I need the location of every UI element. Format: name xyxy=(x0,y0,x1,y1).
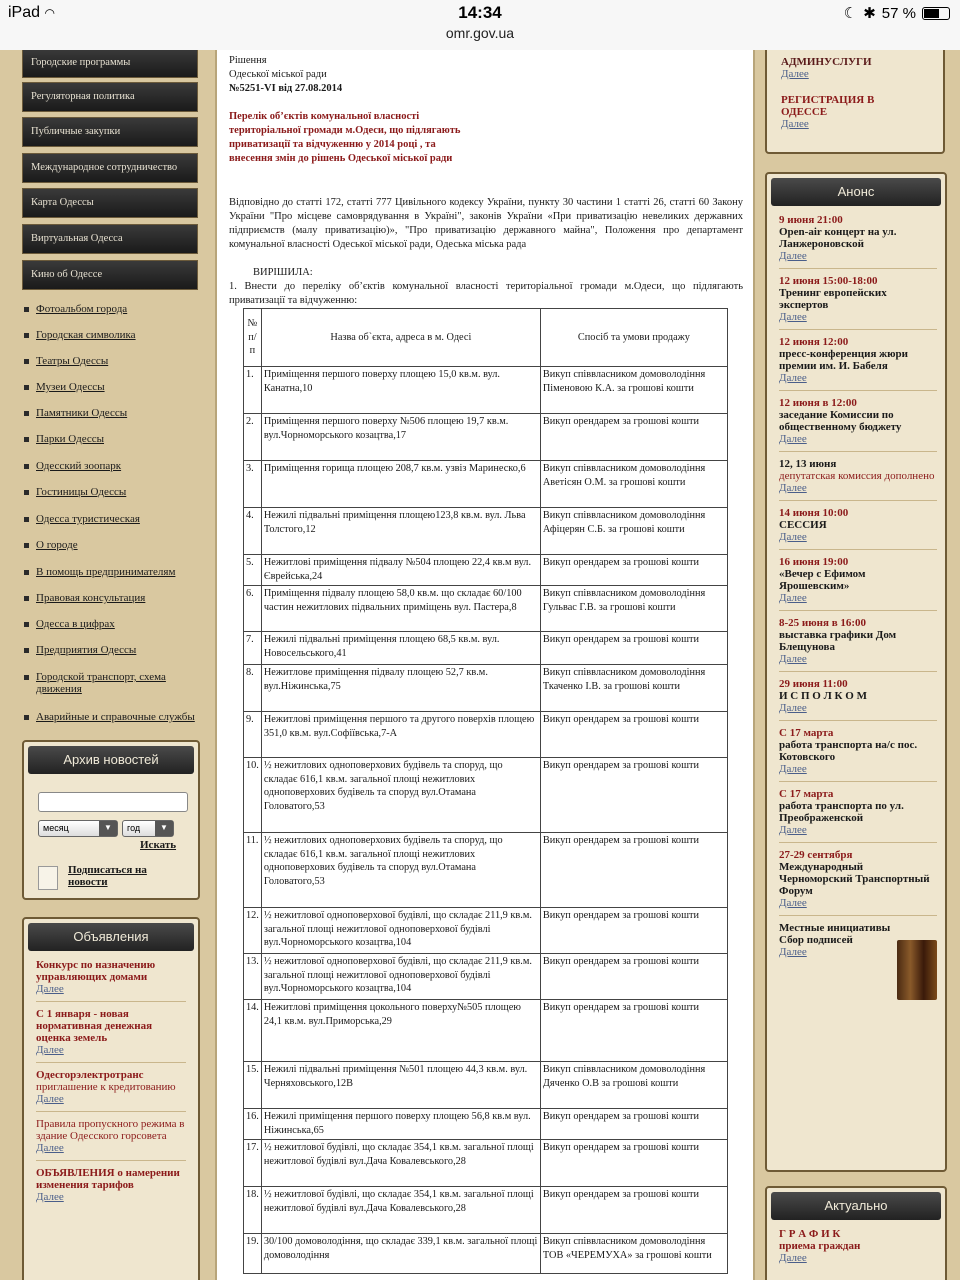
wifi-icon: ◠ xyxy=(44,6,55,20)
announcement-text: Open-air концерт на ул. Ланжероновской xyxy=(779,226,897,250)
announcement-text: Международный Черноморский Транспортный Форум xyxy=(779,861,930,897)
divider xyxy=(779,500,937,501)
nav-button[interactable]: Кино об Одессе xyxy=(22,260,198,290)
more-link[interactable]: Далее xyxy=(779,824,807,836)
table-row xyxy=(244,414,728,461)
cell-object: ½ нежитлової будівлі, що складає 354,1 кв.м. загальної площі нежитлової будівлі вул.Дача Ковалевського,28 xyxy=(261,1187,540,1234)
cell-object: Нежитлові приміщення цокольного поверху№505 площею 24,1 кв.м. вул.Приморська,29 xyxy=(261,1000,540,1062)
announcement-item[interactable] xyxy=(779,727,937,775)
cell-object: ½ нежитлових одноповерхових будівель та споруд, що складає 616,1 кв.м. загальної площі нежитлових одноповерхових будівель та споруд вул.Отамана Головатого,53 xyxy=(261,758,540,833)
ad-title: Конкурс по назначению управляющих домами xyxy=(36,959,156,983)
nav-button[interactable]: Городские программы xyxy=(22,50,198,78)
more-link[interactable]: Далее xyxy=(779,433,807,445)
ad-more-link[interactable]: Далее xyxy=(36,1044,64,1056)
cell-number: 10. xyxy=(244,758,262,833)
archive-search-button[interactable]: Искать xyxy=(140,839,177,851)
divider xyxy=(779,842,937,843)
cell-object: ½ нежитлових одноповерхових будівель та споруд, що складає 616,1 кв.м. загальної площі нежитлових одноповерхових будівель та споруд вул.Отамана Головатого,53 xyxy=(261,833,540,908)
cell-method: Викуп орендарем за грошові кошти xyxy=(540,833,727,908)
announcement-date: Местные инициативы xyxy=(779,922,891,934)
announcement-item[interactable] xyxy=(779,458,937,494)
divider xyxy=(779,915,937,916)
table-row xyxy=(244,367,728,414)
news-archive-title: Архив новостей xyxy=(28,746,194,774)
ad-more-link[interactable]: Далее xyxy=(36,1093,64,1105)
more-link[interactable]: Далее xyxy=(779,702,807,714)
cell-number: 17. xyxy=(244,1140,262,1187)
sidebar-link[interactable]: В помощь предпринимателям xyxy=(24,566,175,578)
actual-title: Актуально xyxy=(771,1192,941,1220)
main-content xyxy=(215,50,755,1280)
more-link[interactable]: Далее xyxy=(779,250,807,262)
table-row xyxy=(244,1109,728,1140)
announcement-text: «Вечер с Ефимом Ярошевским» xyxy=(779,568,866,592)
cell-number: 4. xyxy=(244,508,262,555)
announcement-date: 12 июня 12:00 xyxy=(779,336,849,348)
announcement-date: С 17 марта xyxy=(779,788,834,800)
announcement-text: Сбор подписей xyxy=(779,934,853,946)
table-header-row xyxy=(244,309,728,367)
ad-item[interactable] xyxy=(36,959,186,995)
sidebar-link[interactable]: Театры Одессы xyxy=(24,355,108,367)
status-indicators xyxy=(844,4,950,22)
more-link[interactable]: Далее xyxy=(779,897,807,909)
announcement-text: СЕССИЯ xyxy=(779,519,827,531)
cell-number: 11. xyxy=(244,833,262,908)
more-link[interactable]: Далее xyxy=(779,763,807,775)
announcement-item[interactable] xyxy=(779,507,937,543)
sidebar-link[interactable]: Одесса в цифрах xyxy=(24,618,115,630)
cell-object: Нежилі підвальні приміщення площею123,8 кв.м. вул. Льва Толстого,12 xyxy=(261,508,540,555)
moon-icon: ☾ xyxy=(843,5,858,22)
cell-object: Приміщення першого поверху №506 площею 19,7 кв.м. вул.Чорноморського козацтва,17 xyxy=(261,414,540,461)
ad-title: Одесгорэлектротранс xyxy=(36,1069,144,1081)
sidebar-link[interactable]: Памятники Одессы xyxy=(24,407,127,419)
announcement-item[interactable] xyxy=(779,556,937,604)
announcement-text: пресс-конференция жюри премии им. И. Бабеля xyxy=(779,348,908,372)
cell-method: Викуп орендарем за грошові кошти xyxy=(540,954,727,1000)
more-link[interactable]: Далее xyxy=(779,1252,807,1264)
right-sidebar xyxy=(755,50,960,1280)
cell-number: 1. xyxy=(244,367,262,414)
announcements-box xyxy=(765,172,947,1172)
announcement-item[interactable] xyxy=(779,397,937,445)
more-link[interactable]: Далее xyxy=(781,118,809,130)
announcement-item[interactable] xyxy=(779,849,937,909)
divider xyxy=(779,720,937,721)
announcements-list xyxy=(767,210,945,958)
more-link[interactable]: Далее xyxy=(779,946,807,958)
cell-object: Нежитлові приміщення підвалу №504 площею 22,4 кв.м вул. Єврейська,24 xyxy=(261,555,540,586)
left-sidebar xyxy=(0,50,215,1280)
announcement-item[interactable] xyxy=(779,678,937,714)
ad-item[interactable] xyxy=(36,1118,186,1154)
cell-method: Викуп співвласником домоволодіння Ткаченко І.В. за грошові кошти xyxy=(540,665,727,712)
doc-type: Рішення xyxy=(229,55,267,66)
divider xyxy=(779,390,937,391)
cell-number: 14. xyxy=(244,1000,262,1062)
table-row xyxy=(244,954,728,1000)
doc-issuer: Одеської міської ради xyxy=(229,69,327,80)
nav-button[interactable]: Карта Одессы xyxy=(22,188,198,218)
sidebar-link[interactable]: Фотоальбом города xyxy=(24,303,127,315)
cell-method: Викуп орендарем за грошові кошти xyxy=(540,1000,727,1062)
cell-number: 9. xyxy=(244,712,262,758)
cell-object: Нежилі приміщення першого поверху площею 56,8 кв.м вул. Ніжинська,65 xyxy=(261,1109,540,1140)
ad-item[interactable] xyxy=(36,1008,186,1056)
more-link[interactable]: Далее xyxy=(779,592,807,604)
divider xyxy=(779,671,937,672)
doc-preamble: Відповідно до статті 172, статті 777 Цивільного кодексу України, пункту 30 частини 1 статті 26, статті 60 Закону України "Про місцеве самоврядування в Україні", законів України «При приватизацію невеликих державних підприємств (малу приватизацію)», "Про приватизацію державного майна", Положення про департамент комунальної власності Одеської міської ради, Одеська міська рада xyxy=(229,197,743,250)
bluetooth-icon: ✱ xyxy=(863,5,876,22)
cell-number: 8. xyxy=(244,665,262,712)
cell-number: 5. xyxy=(244,555,262,586)
divider xyxy=(36,1111,186,1112)
cell-object: ½ нежитлової одноповерхової будівлі, що складає 211,9 кв.м. загальної площі нежитлової одноповерхової будівлі вул.Чорноморського козацтва,104 xyxy=(261,908,540,954)
ad-item[interactable] xyxy=(36,1167,186,1203)
cell-object: Нежитлові приміщення першого та другого поверхів площею 351,0 кв.м. вул.Софіївська,7-А xyxy=(261,712,540,758)
announcement-text: работа транспорта по ул. Преображенской xyxy=(779,800,904,824)
cell-object: Приміщення підвалу площею 58,0 кв.м. що складає 60/100 частин нежитлових підвальних приміщень вул. Пастера,8 xyxy=(261,586,540,632)
year-select[interactable]: год ▼ xyxy=(122,820,174,837)
cell-number: 2. xyxy=(244,414,262,461)
cell-method: Викуп орендарем за грошові кошти xyxy=(540,1140,727,1187)
cell-method: Викуп співвласником домоволодіння Піменовою К.А. за грошові кошти xyxy=(540,367,727,414)
sidebar-link[interactable]: Городская символика xyxy=(24,329,136,341)
announcement-text: И С П О Л К О М xyxy=(779,690,867,702)
cell-method: Викуп орендарем за грошові кошти xyxy=(540,1187,727,1234)
announcement-item[interactable] xyxy=(779,275,937,323)
announcement-date: 14 июня 10:00 xyxy=(779,507,849,519)
divider xyxy=(36,1062,186,1063)
cell-method: Викуп орендарем за грошові кошти xyxy=(540,908,727,954)
sidebar-link[interactable]: Гостиницы Одессы xyxy=(24,486,126,498)
actual-item[interactable] xyxy=(767,1224,945,1264)
sidebar-link[interactable]: Одесский зоопарк xyxy=(24,460,121,472)
cell-method: Викуп орендарем за грошові кошти xyxy=(540,632,727,665)
sidebar-link[interactable]: Парки Одессы xyxy=(24,433,104,445)
announcement-date: 29 июня 11:00 xyxy=(779,678,848,690)
cell-object: Приміщення горища площею 208,7 кв.м. узвіз Маринеско,6 xyxy=(261,461,540,508)
nav-button[interactable]: Регуляторная политика xyxy=(22,82,198,112)
table-row xyxy=(244,1187,728,1234)
cell-number: 3. xyxy=(244,461,262,508)
nav-button[interactable]: Виртуальная Одесса xyxy=(22,224,198,254)
table-row xyxy=(244,908,728,954)
battery-icon xyxy=(922,7,950,20)
cell-method: Викуп орендарем за грошові кошти xyxy=(540,712,727,758)
col-header-method: Спосіб та умови продажу xyxy=(540,309,727,367)
cell-number: 18. xyxy=(244,1187,262,1234)
table-row xyxy=(244,833,728,908)
col-header-number: № п/п xyxy=(244,309,262,367)
cell-method: Викуп орендарем за грошові кошти xyxy=(540,555,727,586)
more-link[interactable]: Далее xyxy=(779,531,807,543)
ad-subtitle: приглашение к кредитованию xyxy=(36,1081,176,1093)
announcement-item[interactable] xyxy=(779,922,937,958)
ads-title: Объявления xyxy=(28,923,194,951)
ad-title: С 1 января - новая нормативная денежная оценка земель xyxy=(36,1008,153,1044)
announcement-item[interactable] xyxy=(779,214,937,262)
ad-title: ОБЪЯВЛЕНИЯ о намерении изменения тарифов xyxy=(36,1167,180,1191)
cell-method: Викуп співвласником домоволодіння Аветісян О.М. за грошові кошти xyxy=(540,461,727,508)
nav-button[interactable]: Публичные закупки xyxy=(22,117,198,147)
announcement-date: 12 июня в 12:00 xyxy=(779,397,857,409)
table-row xyxy=(244,1000,728,1062)
ads-list xyxy=(24,955,198,1203)
announcement-date: С 17 марта xyxy=(779,727,834,739)
actual-item-text: приема граждан xyxy=(779,1240,861,1252)
ad-title: Правила пропускного режима в здание Одесского горсовета xyxy=(36,1118,185,1142)
ads-box xyxy=(22,917,200,1280)
announcement-date: 8-25 июня в 16:00 xyxy=(779,617,867,629)
cell-number: 12. xyxy=(244,908,262,954)
table-row xyxy=(244,632,728,665)
divider xyxy=(779,329,937,330)
ios-status-bar xyxy=(0,0,960,50)
nav-button[interactable]: Международное сотрудничество xyxy=(22,153,198,183)
more-link[interactable]: Далее xyxy=(779,653,807,665)
cell-object: ½ нежитлової будівлі, що складає 354,1 кв.м. загальної площі нежитлової будівлі вул.Дача Ковалевського,28 xyxy=(261,1140,540,1187)
announcement-text: выставка графики Дом Блещунова xyxy=(779,629,897,653)
cell-object: Нежитлове приміщення підвалу площею 52,7 кв.м. вул.Ніжинська,75 xyxy=(261,665,540,712)
registration-title: РЕГИСТРАЦИЯ В ОДЕССЕ xyxy=(781,94,875,118)
cell-object: 30/100 домоволодіння, що складає 339,1 кв.м. загальної площі домоволодіння xyxy=(261,1234,540,1274)
divider xyxy=(779,451,937,452)
cell-method: Викуп співвласником домоволодіння Гульвас Г.В. за грошові кошти xyxy=(540,586,727,632)
sidebar-link[interactable]: Аварийные и справочные службы xyxy=(24,711,195,723)
announcement-date: 27-29 сентября xyxy=(779,849,853,861)
sidebar-link[interactable]: Предприятия Одессы xyxy=(24,644,136,656)
table-row xyxy=(244,508,728,555)
divider xyxy=(779,610,937,611)
announcement-text: работа транспорта на/с пос. Котовского xyxy=(779,739,918,763)
announcement-text: Тренинг европейских экспертов xyxy=(779,287,887,311)
sidebar-link[interactable]: Одесса туристическая xyxy=(24,513,140,525)
cell-number: 7. xyxy=(244,632,262,665)
cell-number: 6. xyxy=(244,586,262,632)
doc-point-1: 1. Внести до переліку об’єктів комунальної власності територіальної громади м.Одеси, що підлягають приватизації та відчуженню: xyxy=(229,281,743,306)
cell-object: ½ нежитлової одноповерхової будівлі, що складає 211,9 кв.м. загальної площі нежитлової одноповерхової будівлі вул.Чорноморського козацтва,104 xyxy=(261,954,540,1000)
clock: 14:34 xyxy=(458,3,502,22)
document-icon xyxy=(38,866,58,890)
services-box xyxy=(765,50,945,154)
chevron-down-icon: ▼ xyxy=(155,821,173,836)
divider xyxy=(779,268,937,269)
announcement-date: 12, 13 июня xyxy=(779,458,837,470)
table-row xyxy=(244,758,728,833)
cell-method: Викуп співвласником домоволодіння Афіцерян С.Б. за грошові кошти xyxy=(540,508,727,555)
device-label: iPad ◠ xyxy=(8,4,55,21)
cell-method: Викуп співвласником домоволодіння Дяченко О.В за грошові кошти xyxy=(540,1062,727,1109)
more-link[interactable]: Далее xyxy=(779,482,807,494)
cell-method: Викуп орендарем за грошові кошти xyxy=(540,758,727,833)
web-page xyxy=(0,50,960,1280)
cell-number: 15. xyxy=(244,1062,262,1109)
announcement-date: 16 июня 19:00 xyxy=(779,556,849,568)
table-row xyxy=(244,1140,728,1187)
battery-percent: 57 % xyxy=(881,4,916,22)
divider xyxy=(36,1001,186,1002)
cell-number: 19. xyxy=(244,1234,262,1274)
table-row xyxy=(244,665,728,712)
more-link[interactable]: Далее xyxy=(781,68,809,80)
sidebar-link[interactable]: Правовая консультация xyxy=(24,592,145,604)
archive-search-input[interactable] xyxy=(38,792,188,812)
cell-method: Викуп орендарем за грошові кошти xyxy=(540,1109,727,1140)
cell-number: 13. xyxy=(244,954,262,1000)
cell-object: Нежилі підвальні приміщення площею 68,5 кв.м. вул. Новосельського,41 xyxy=(261,632,540,665)
doc-number: №5251-VI від 27.08.2014 xyxy=(229,83,343,94)
announcement-item[interactable] xyxy=(779,788,937,836)
sidebar-link[interactable]: Музеи Одессы xyxy=(24,381,105,393)
ad-more-link[interactable]: Далее xyxy=(36,1191,64,1203)
sidebar-link[interactable]: О городе xyxy=(24,539,78,551)
actual-item-title: Г Р А Ф И К xyxy=(779,1228,841,1240)
more-link[interactable]: Далее xyxy=(779,372,807,384)
cell-method: Викуп співвласником домоволодіння ТОВ «ЧЕРЕМУХА» за грошові кошти xyxy=(540,1234,727,1274)
divider xyxy=(779,781,937,782)
table-row xyxy=(244,712,728,758)
more-link[interactable]: Далее xyxy=(779,311,807,323)
announcement-text: заседание Комиссии по общественному бюджету xyxy=(779,409,902,433)
admin-services-title: АДМИНУСЛУГИ xyxy=(781,56,872,68)
cell-object: Нежилі підвальні приміщення №501 площею 44,3 кв.м. вул. Черняховського,12В xyxy=(261,1062,540,1109)
announcement-date: 12 июня 15:00-18:00 xyxy=(779,275,878,287)
sidebar-link[interactable]: Городской транспорт, схема движения xyxy=(24,671,200,695)
table-row xyxy=(244,461,728,508)
table-row xyxy=(244,1062,728,1109)
actual-box xyxy=(765,1186,947,1280)
table-row xyxy=(244,1234,728,1274)
announcement-item[interactable] xyxy=(779,617,937,665)
announcement-text: депутатская комиссия дополнено xyxy=(779,470,935,482)
col-header-object: Назва об`єкта, адреса в м. Одесі xyxy=(261,309,540,367)
doc-decided: ВИРІШИЛА: xyxy=(253,267,313,278)
decision-document xyxy=(229,50,743,1274)
table-row xyxy=(244,555,728,586)
subscribe-news-link[interactable]: Подписаться на новости xyxy=(68,864,147,888)
cell-number: 16. xyxy=(244,1109,262,1140)
announcements-title: Анонс xyxy=(771,178,941,206)
month-select[interactable]: месяц ▼ xyxy=(38,820,118,837)
divider xyxy=(36,1160,186,1161)
divider xyxy=(779,549,937,550)
announcement-item[interactable] xyxy=(779,336,937,384)
address-bar[interactable]: omr.gov.ua xyxy=(445,25,515,41)
books-icon xyxy=(897,940,937,1000)
ad-item[interactable] xyxy=(36,1069,186,1105)
ad-more-link[interactable]: Далее xyxy=(36,1142,64,1154)
table-row xyxy=(244,586,728,632)
cell-method: Викуп орендарем за грошові кошти xyxy=(540,414,727,461)
announcement-date: 9 июня 21:00 xyxy=(779,214,843,226)
cell-object: Приміщення першого поверху площею 15,0 кв.м. вул. Канатна,10 xyxy=(261,367,540,414)
ad-more-link[interactable]: Далее xyxy=(36,983,64,995)
doc-title: Перелік об’єктів комунальної власності територіальної громади м.Одеси, що підлягають приватизації та відчуженню у 2014 році , та внесення змін до рішень Одеської міської ради xyxy=(229,111,461,164)
privatization-table xyxy=(243,308,728,1274)
chevron-down-icon: ▼ xyxy=(99,821,117,836)
